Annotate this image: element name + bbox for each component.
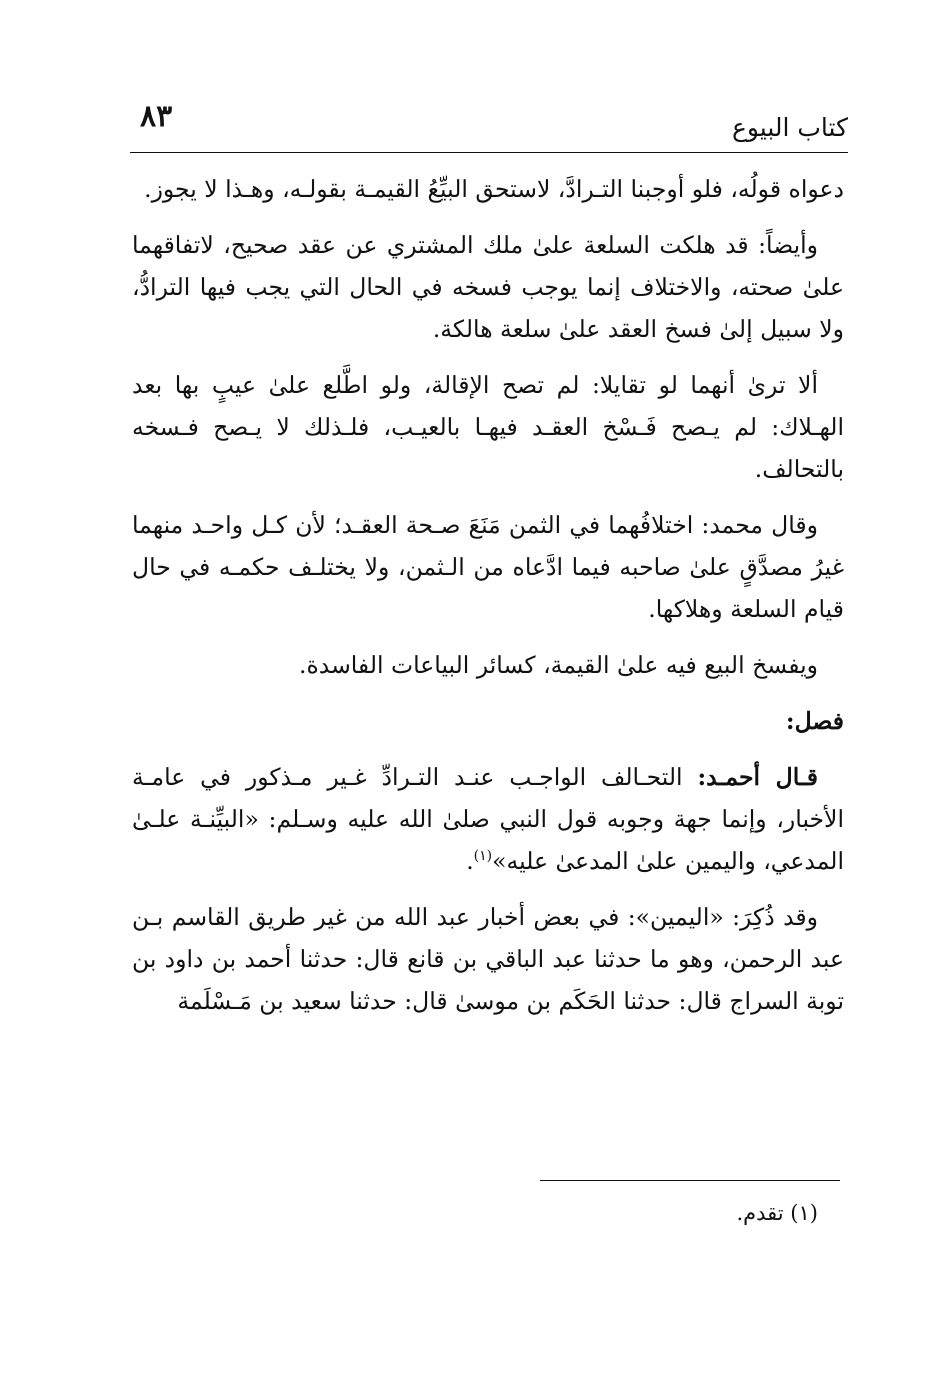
paragraph	[132, 364, 844, 490]
paragraph-tail: .	[466, 847, 474, 875]
paragraph	[132, 896, 844, 1022]
footnote-rule	[540, 1180, 840, 1181]
paragraph-text: ألا ترىٰ أنهما لو تقايلا: لم تصح الإقالة، ولو اطَّلع علىٰ عيبٍ بها بعد الهـلاك: لم يـصح فَـسْخ العقـد فيهـا بالعيـب، فلـذلك لا يـصح فـسخه بالتحالف.	[132, 371, 844, 483]
body-text	[132, 168, 844, 1036]
paragraph	[132, 224, 844, 350]
running-title: كتاب البيوع	[731, 113, 848, 142]
paragraph-text: ويفسخ البيع فيه علىٰ القيمة، كسائر البياعات الفاسدة.	[298, 651, 818, 679]
footnote: (١) تقدم.	[736, 1201, 818, 1225]
paragraph	[132, 504, 844, 630]
paragraph-text: وقال محمد: اختلافُهما في الثمن مَنَعَ صـحة العقـد؛ لأن كـل واحـد منهما غيرُ مصدَّقٍ علىٰ صاحبه فيما ادَّعاه من الـثمن، ولا يختلـف حكمـه في حال قيام السلعة وهلاكها.	[132, 511, 844, 623]
paragraph-text: وأيضاً: قد هلكت السلعة علىٰ ملك المشتري عن عقد صحيح، لاتفاقهما علىٰ صحته، والاختلاف إنما يوجب فسخه في الحال التي يجب فيها الترادُّ، ولا سبيل إلىٰ فسخ العقد علىٰ سلعة هالكة.	[132, 231, 844, 343]
page-number: ٨٣	[140, 99, 173, 134]
paragraph	[132, 644, 844, 686]
paragraph	[132, 756, 844, 882]
header-rule	[130, 152, 848, 153]
footnotes	[132, 1196, 844, 1230]
section-heading: فصل:	[785, 707, 844, 735]
paragraph-text: التحـالف الواجـب عنـد التـرادِّ غـير مـذكور في عامـة الأخبار، وإنما جهة وجوبه قول النبي صلىٰ الله عليه وسـلم: «البيِّنـة علـىٰ المدعي، واليمين علىٰ المدعىٰ عليه»	[132, 763, 844, 875]
paragraph	[132, 168, 844, 210]
paragraph-text: دعواه قولُه، فلو أوجبنا التـرادَّ، لاستحق البيِّعُ القيمـة بقولـه، وهـذا لا يجوز.	[144, 175, 844, 203]
paragraph-text: وقد ذُكِرَ: «اليمين»: في بعض أخبار عبد الله من غير طريق القاسم بـن عبد الرحمن، وهو ما حدثنا عبد الباقي بن قانع قال: حدثنا أحمد بن داود بن توبة السراج قال: حدثنا الحَكَم بن موسىٰ قال: حدثنا سعيد بن مَـسْلَمة	[132, 903, 844, 1015]
footnote-reference[interactable]: (١)	[473, 848, 493, 865]
page-header	[130, 96, 848, 154]
paragraph-lead: قـال أحمـد:	[697, 763, 818, 791]
